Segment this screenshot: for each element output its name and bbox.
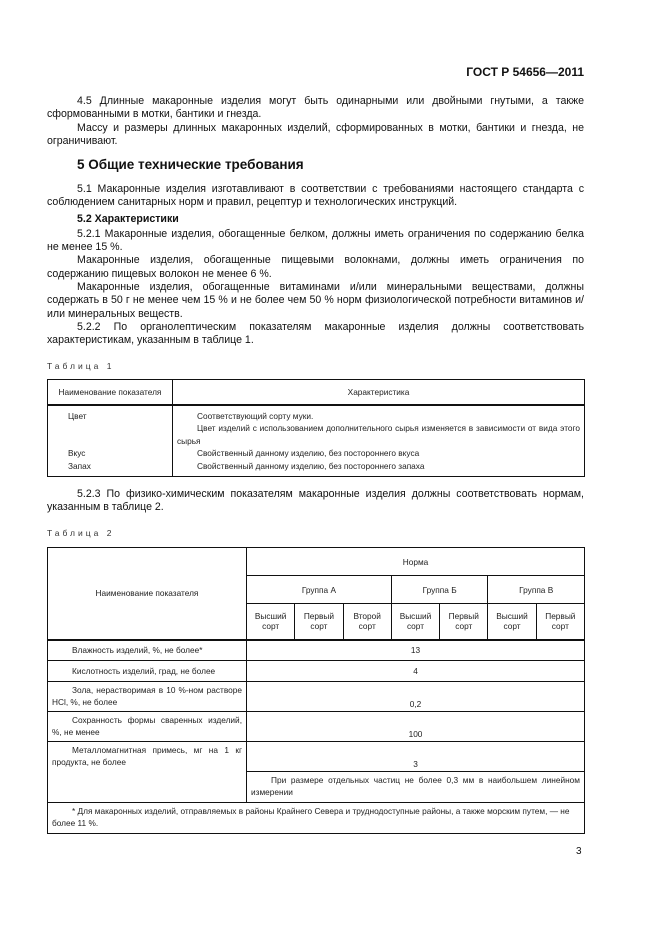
- paragraph: 5.2.1 Макаронные изделия, обогащенные белком, должны иметь ограничения по содержанию белка не менее 15 %.: [47, 227, 584, 254]
- cell: 3: [247, 742, 585, 772]
- clause-4-5: [47, 95, 584, 148]
- column-header: Наименование показателя: [48, 380, 173, 405]
- paragraph: Макаронные изделия, обогащенные витаминами и/или минеральными веществами, должны содержать в 50 г не менее чем 15 % и не более чем 50 % норм физиологической потребности витаминов и/или минеральных веществ.: [47, 281, 584, 320]
- grade-header: Первый сорт: [536, 604, 584, 640]
- cell: Свойственный данному изделию, без постороннего запаха: [197, 460, 425, 471]
- cell: Металломагнитная примесь, мг на 1 кг продукта, не более: [48, 742, 247, 803]
- cell: Цвет изделий с использованием дополнительного сырья изменяется в зависимости от вида этого сырья: [177, 423, 580, 446]
- section-5-body: [47, 183, 584, 348]
- cell: 13: [247, 640, 585, 661]
- cell: Вкус: [68, 448, 86, 458]
- table-2: [47, 547, 585, 834]
- cell: Цвет: [68, 410, 87, 421]
- table-1: [47, 379, 585, 477]
- group-header: Группа В: [488, 576, 585, 604]
- grade-header: Второй сорт: [343, 604, 391, 640]
- cell: 4: [247, 661, 585, 682]
- cell-note: При размере отдельных частиц не более 0,3 мм в наибольшем линейном измерении: [247, 772, 585, 803]
- paragraph: 5.1 Макаронные изделия изготавливают в соответствии с требованиями настоящего стандарта с соблюдением санитарных норм и правил, рецептур и технологических инструкций.: [47, 183, 584, 209]
- subsection-heading: 5.2 Характеристики: [77, 212, 179, 225]
- grade-header: Первый сорт: [440, 604, 488, 640]
- grade-header: Первый сорт: [295, 604, 343, 640]
- cell: Сохранность формы сваренных изделий, %, не менее: [48, 712, 247, 742]
- cell: Кислотность изделий, град, не более: [48, 661, 247, 682]
- document-header: ГОСТ Р 54656—2011: [466, 65, 584, 79]
- clause-5-2-3: [47, 488, 584, 515]
- section-heading: 5 Общие технические требования: [77, 157, 304, 172]
- column-header: Норма: [247, 548, 585, 576]
- paragraph: Макаронные изделия, обогащенные пищевыми волокнами, должны иметь ограничения по содержанию пищевых волокон не менее 6 %.: [47, 254, 584, 280]
- cell: Зола, нерастворимая в 10 %-ном растворе HCl, %, не более: [48, 682, 247, 712]
- table-row: [48, 661, 585, 682]
- paragraph: Массу и размеры длинных макаронных изделий, сформированных в мотки, бантики и гнезда, не ограничивают.: [47, 121, 584, 147]
- table-row: [48, 405, 585, 477]
- cell: Запах: [68, 460, 91, 471]
- paragraph: 5.2.3 По физико-химическим показателям макаронные изделия должны соответствовать нормам, указанным в таблице 2.: [47, 488, 584, 514]
- cell: Влажность изделий, %, не более*: [48, 640, 247, 661]
- table-row: [48, 742, 585, 772]
- cell: 0,2: [247, 682, 585, 712]
- table-row: [48, 682, 585, 712]
- cell: Свойственный данному изделию, без постороннего вкуса: [197, 448, 420, 458]
- grade-header: Высший сорт: [247, 604, 295, 640]
- paragraph: 4.5 Длинные макаронные изделия могут быть одинарными или двойными гнутыми, а также сформованными в мотки, бантики и гнезда.: [47, 95, 584, 121]
- page-number: 3: [576, 846, 582, 857]
- table-2-label: Таблица 2: [47, 528, 115, 538]
- column-header: Характеристика: [173, 380, 585, 405]
- group-header: Группа Б: [391, 576, 488, 604]
- table-footnote: * Для макаронных изделий, отправляемых в районы Крайнего Севера и труднодоступные районы, а также морским путем, — не более 11 %.: [48, 803, 585, 834]
- paragraph: 5.2.2 По органолептическим показателям макаронные изделия должны соответствовать характеристикам, указанным в таблице 1.: [47, 320, 584, 347]
- cell: 100: [247, 712, 585, 742]
- grade-header: Высший сорт: [488, 604, 536, 640]
- column-header: Наименование показателя: [48, 548, 247, 640]
- group-header: Группа А: [247, 576, 392, 604]
- cell: Соответствующий сорту муки.: [197, 410, 314, 421]
- table-row: [48, 640, 585, 661]
- table-1-label: Таблица 1: [47, 361, 115, 371]
- table-row: [48, 712, 585, 742]
- grade-header: Высший сорт: [391, 604, 439, 640]
